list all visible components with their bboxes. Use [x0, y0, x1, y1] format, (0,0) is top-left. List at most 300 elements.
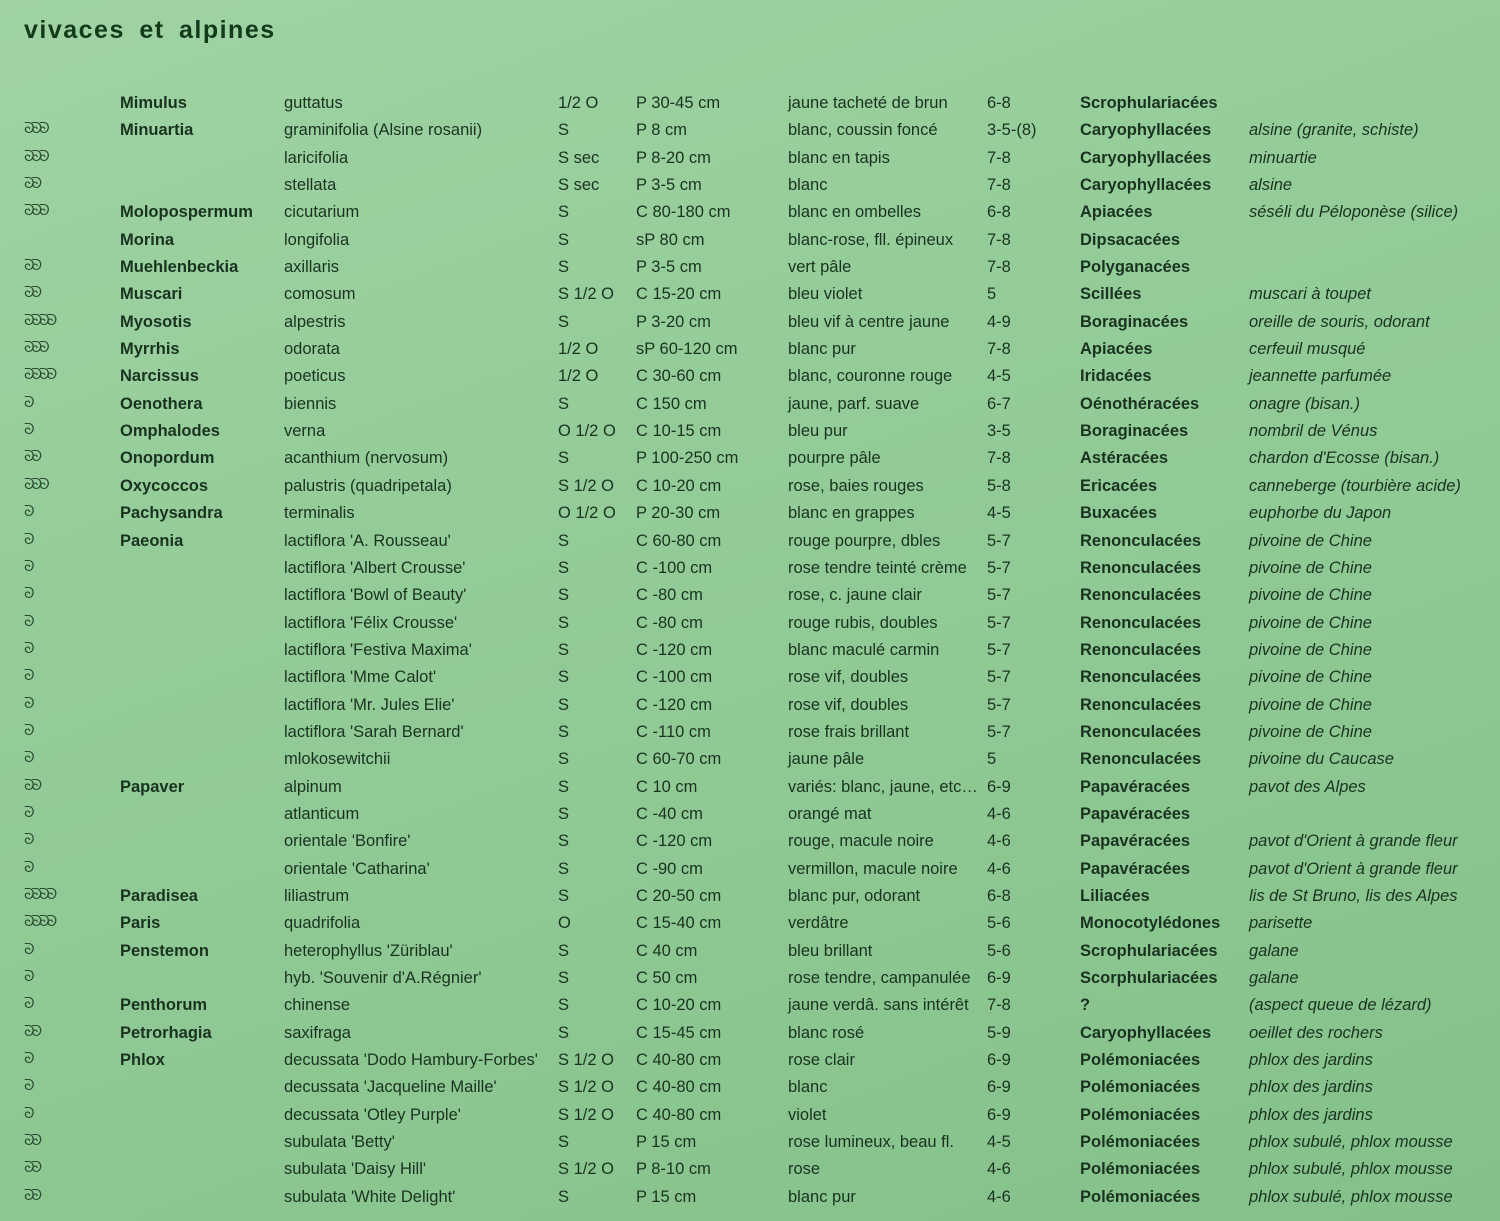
table-row	[0, 172, 1500, 199]
family-cell: Polyganacées	[1080, 258, 1191, 277]
flowering-months-cell: 6-9	[987, 1078, 1011, 1097]
genus-cell: Phlox	[120, 1051, 165, 1070]
common-name-cell: jeannette parfumée	[1249, 367, 1392, 386]
description-cell: rouge, macule noire	[788, 832, 934, 851]
common-name-cell: parisette	[1249, 914, 1313, 933]
rating-icons: ᘐᘐ	[24, 284, 40, 302]
genus-cell: Molopospermum	[120, 203, 253, 222]
genus-cell: Muehlenbeckia	[120, 258, 239, 277]
description-cell: bleu violet	[788, 285, 863, 304]
height-cell: C 15-40 cm	[636, 914, 722, 933]
table-row	[0, 363, 1500, 390]
description-cell: violet	[788, 1105, 827, 1124]
genus-cell: Omphalodes	[120, 422, 220, 441]
species-cell: graminifolia (Alsine rosanii)	[284, 121, 483, 140]
family-cell: Polémoniacées	[1080, 1160, 1201, 1179]
family-cell: Boraginacées	[1080, 422, 1189, 441]
species-cell: alpinum	[284, 777, 342, 796]
height-cell: C 20-50 cm	[636, 886, 722, 905]
flowering-months-cell: 5-7	[987, 640, 1011, 659]
species-cell: laricifolia	[284, 148, 349, 167]
family-cell: Caryophyllacées	[1080, 148, 1212, 167]
exposure-cell: 1/2 O	[558, 367, 599, 386]
genus-cell: Mimulus	[120, 94, 187, 112]
common-name-cell: pavot d'Orient à grande fleur	[1249, 859, 1458, 878]
exposure-cell: S	[558, 996, 570, 1015]
common-name-cell: pavot des Alpes	[1249, 777, 1366, 796]
description-cell: blanc en grappes	[788, 504, 915, 523]
height-cell: C 10-15 cm	[636, 422, 722, 441]
height-cell: P 8 cm	[636, 121, 688, 140]
rating-icons: ᘐᘐᘐᘐ	[24, 311, 55, 329]
family-cell: Scillées	[1080, 285, 1142, 304]
height-cell: C 40 cm	[636, 941, 698, 960]
common-name-cell: galane	[1249, 941, 1299, 960]
table-row	[0, 500, 1500, 527]
exposure-cell: S	[558, 859, 570, 878]
table-row	[0, 117, 1500, 144]
rating-icons: ᘐ	[24, 1077, 32, 1095]
description-cell: blanc-rose, fll. épineux	[788, 230, 954, 249]
family-cell: Oénothéracées	[1080, 394, 1200, 413]
height-cell: C -110 cm	[636, 722, 711, 741]
rating-icons: ᘐᘐ	[24, 1159, 40, 1177]
exposure-cell: S 1/2 O	[558, 1051, 614, 1070]
exposure-cell: S 1/2 O	[558, 1105, 614, 1124]
exposure-cell: S 1/2 O	[558, 1078, 614, 1097]
genus-cell: Oxycoccos	[120, 476, 209, 495]
exposure-cell: S	[558, 777, 570, 796]
genus-cell: Paeonia	[120, 531, 184, 550]
description-cell: blanc	[788, 176, 828, 195]
table-row	[0, 910, 1500, 937]
exposure-cell: S	[558, 640, 570, 659]
flowering-months-cell: 6-7	[987, 394, 1011, 413]
species-cell: comosum	[284, 285, 356, 304]
species-cell: quadrifolia	[284, 914, 361, 933]
height-cell: C -40 cm	[636, 804, 703, 823]
species-cell: lactiflora 'Bowl of Beauty'	[284, 586, 467, 605]
height-cell: C 10-20 cm	[636, 996, 722, 1015]
common-name-cell: pivoine de Chine	[1249, 695, 1372, 714]
flowering-months-cell: 3-5-(8)	[987, 121, 1037, 140]
exposure-cell: S	[558, 230, 570, 249]
rating-icons: ᘐ	[24, 530, 32, 548]
table-row	[0, 528, 1500, 555]
flowering-months-cell: 7-8	[987, 996, 1011, 1015]
species-cell: terminalis	[284, 504, 355, 523]
flowering-months-cell: 4-5	[987, 1133, 1011, 1152]
description-cell: rose vif, doubles	[788, 695, 909, 714]
flowering-months-cell: 5	[987, 285, 997, 304]
description-cell: blanc maculé carmin	[788, 640, 940, 659]
common-name-cell: minuartie	[1249, 148, 1317, 167]
table-row	[0, 391, 1500, 418]
exposure-cell: O	[558, 914, 571, 933]
description-cell: variés: blanc, jaune, etc…	[788, 777, 978, 796]
species-cell: verna	[284, 422, 326, 441]
height-cell: C 80-180 cm	[636, 203, 731, 222]
rating-icons: ᘐ	[24, 968, 32, 985]
rating-icons: ᘐᘐ	[24, 448, 40, 466]
exposure-cell: S 1/2 O	[558, 1160, 614, 1179]
family-cell: Renonculacées	[1080, 558, 1202, 577]
exposure-cell: S	[558, 558, 570, 577]
species-cell: lactiflora 'Sarah Bernard'	[284, 722, 464, 741]
genus-cell: Onopordum	[120, 449, 215, 468]
family-cell: Renonculacées	[1080, 695, 1202, 714]
exposure-cell: S	[558, 121, 570, 140]
family-cell: Renonculacées	[1080, 531, 1202, 550]
common-name-cell: phlox subulé, phlox mousse	[1249, 1133, 1453, 1152]
exposure-cell: S	[558, 531, 570, 550]
common-name-cell: galane	[1249, 969, 1299, 987]
rating-icons: ᘐ	[24, 503, 32, 521]
description-cell: rouge rubis, doubles	[788, 613, 938, 632]
flowering-months-cell: 4-6	[987, 859, 1011, 878]
common-name-cell: phlox subulé, phlox mousse	[1249, 1187, 1453, 1206]
common-name-cell: pavot d'Orient à grande fleur	[1249, 832, 1458, 851]
species-cell: lactiflora 'Mme Calot'	[284, 668, 437, 687]
rating-icons: ᘐ	[24, 667, 32, 685]
rating-icons: ᘐᘐ	[24, 257, 40, 275]
rating-icons: ᘐᘐᘐᘐ	[24, 913, 55, 931]
family-cell: Boraginacées	[1080, 312, 1189, 331]
species-cell: subulata 'Daisy Hill'	[284, 1160, 427, 1179]
table-row	[0, 199, 1500, 226]
height-cell: P 3-20 cm	[636, 312, 711, 331]
rating-icons: ᘐ	[24, 694, 32, 712]
flowering-months-cell: 7-8	[987, 148, 1011, 167]
height-cell: C 15-45 cm	[636, 1023, 722, 1042]
genus-cell: Oenothera	[120, 394, 203, 413]
family-cell: Caryophyllacées	[1080, 176, 1212, 195]
table-row	[0, 610, 1500, 637]
exposure-cell: S	[558, 969, 570, 987]
genus-cell: Morina	[120, 230, 175, 249]
family-cell: Scorphulariacées	[1080, 969, 1218, 987]
flowering-months-cell: 4-5	[987, 504, 1011, 523]
species-cell: chinense	[284, 996, 351, 1015]
common-name-cell: alsine (granite, schiste)	[1249, 121, 1419, 140]
height-cell: C -100 cm	[636, 668, 713, 687]
exposure-cell: S	[558, 586, 570, 605]
species-cell: stellata	[284, 176, 337, 195]
common-name-cell: pivoine de Chine	[1249, 668, 1372, 687]
species-cell: liliastrum	[284, 886, 350, 905]
description-cell: blanc pur, odorant	[788, 886, 921, 905]
exposure-cell: S sec	[558, 176, 600, 195]
common-name-cell: chardon d'Ecosse (bisan.)	[1249, 449, 1440, 468]
common-name-cell: phlox subulé, phlox mousse	[1249, 1160, 1453, 1179]
table-row	[0, 746, 1500, 773]
common-name-cell: phlox des jardins	[1249, 1078, 1373, 1097]
family-cell: Iridacées	[1080, 367, 1152, 386]
species-cell: heterophyllus 'Züriblau'	[284, 941, 453, 960]
common-name-cell: onagre (bisan.)	[1249, 394, 1360, 413]
flowering-months-cell: 5-7	[987, 613, 1011, 632]
species-cell: axillaris	[284, 258, 340, 277]
height-cell: C -120 cm	[636, 832, 713, 851]
table-row	[0, 555, 1500, 582]
rating-icons: ᘐ	[24, 393, 32, 411]
species-cell: guttatus	[284, 94, 343, 112]
exposure-cell: O 1/2 O	[558, 422, 616, 441]
height-cell: P 3-5 cm	[636, 176, 702, 195]
rating-icons: ᘐᘐᘐᘐ	[24, 885, 55, 903]
description-cell: jaune pâle	[788, 750, 865, 769]
table-row	[0, 692, 1500, 719]
common-name-cell: canneberge (tourbière acide)	[1249, 476, 1461, 495]
rating-icons: ᘐ	[24, 749, 32, 767]
family-cell: Renonculacées	[1080, 586, 1202, 605]
common-name-cell: lis de St Bruno, lis des Alpes	[1249, 886, 1458, 905]
species-cell: mlokosewitchii	[284, 750, 391, 769]
height-cell: C 150 cm	[636, 394, 707, 413]
genus-cell: Penstemon	[120, 941, 209, 960]
exposure-cell: S	[558, 394, 570, 413]
flowering-months-cell: 5-7	[987, 531, 1011, 550]
family-cell: Scrophulariacées	[1080, 94, 1218, 112]
species-cell: lactiflora 'Mr. Jules Elie'	[284, 695, 455, 714]
height-cell: C 10 cm	[636, 777, 698, 796]
flowering-months-cell: 5-7	[987, 668, 1011, 687]
height-cell: C 60-80 cm	[636, 531, 722, 550]
exposure-cell: S	[558, 449, 570, 468]
description-cell: rose, c. jaune clair	[788, 586, 922, 605]
genus-cell: Paris	[120, 914, 161, 933]
description-cell: rose	[788, 1160, 821, 1179]
rating-icons: ᘐ	[24, 803, 32, 821]
height-cell: C -80 cm	[636, 586, 703, 605]
description-cell: vert pâle	[788, 258, 852, 277]
table-row	[0, 309, 1500, 336]
flowering-months-cell: 6-9	[987, 1051, 1011, 1070]
description-cell: blanc en tapis	[788, 148, 890, 167]
species-cell: poeticus	[284, 367, 346, 386]
flowering-months-cell: 4-9	[987, 312, 1011, 331]
exposure-cell: S	[558, 1133, 570, 1152]
flowering-months-cell: 7-8	[987, 230, 1011, 249]
table-row	[0, 281, 1500, 308]
table-row	[0, 637, 1500, 664]
species-cell: alpestris	[284, 312, 346, 331]
family-cell: Scrophulariacées	[1080, 941, 1218, 960]
common-name-cell: pivoine du Caucase	[1249, 750, 1394, 769]
height-cell: P 15 cm	[636, 1187, 697, 1206]
height-cell: C 50 cm	[636, 969, 698, 987]
rating-icons: ᘐ	[24, 831, 32, 849]
table-row	[0, 664, 1500, 691]
rating-icons: ᘐᘐ	[24, 776, 40, 794]
family-cell: Apiacées	[1080, 203, 1153, 222]
family-cell: Polémoniacées	[1080, 1133, 1201, 1152]
common-name-cell: oreille de souris, odorant	[1249, 312, 1430, 331]
exposure-cell: 1/2 O	[558, 340, 599, 359]
description-cell: bleu pur	[788, 422, 848, 441]
flowering-months-cell: 6-8	[987, 886, 1011, 905]
height-cell: P 8-10 cm	[636, 1160, 711, 1179]
species-cell: palustris (quadripetala)	[284, 476, 452, 495]
description-cell: blanc, coussin foncé	[788, 121, 938, 140]
rating-icons: ᘐᘐᘐ	[24, 120, 47, 138]
flowering-months-cell: 6-8	[987, 203, 1011, 222]
genus-cell: Narcissus	[120, 367, 199, 386]
species-cell: lactiflora 'Félix Crousse'	[284, 613, 458, 632]
table-row	[0, 418, 1500, 445]
family-cell: Apiacées	[1080, 340, 1153, 359]
description-cell: bleu vif à centre jaune	[788, 312, 950, 331]
flowering-months-cell: 7-8	[987, 340, 1011, 359]
description-cell: blanc en ombelles	[788, 203, 921, 222]
rating-icons: ᘐᘐᘐ	[24, 475, 47, 493]
table-row	[0, 856, 1500, 883]
flowering-months-cell: 5	[987, 750, 997, 769]
family-cell: Monocotylédones	[1080, 914, 1221, 933]
common-name-cell: alsine	[1249, 176, 1293, 195]
rating-icons: ᘐᘐ	[24, 1132, 40, 1150]
flowering-months-cell: 5-7	[987, 722, 1011, 741]
height-cell: C -80 cm	[636, 613, 703, 632]
family-cell: Renonculacées	[1080, 668, 1202, 687]
height-cell: C 40-80 cm	[636, 1078, 722, 1097]
flowering-months-cell: 4-6	[987, 832, 1011, 851]
height-cell: C 60-70 cm	[636, 750, 722, 769]
family-cell: ?	[1080, 996, 1091, 1015]
height-cell: C 10-20 cm	[636, 476, 722, 495]
species-cell: cicutarium	[284, 203, 360, 222]
species-cell: orientale 'Bonfire'	[284, 832, 411, 851]
rating-icons: ᘐ	[24, 421, 32, 439]
exposure-cell: S 1/2 O	[558, 476, 614, 495]
rating-icons: ᘐ	[24, 612, 32, 630]
rating-icons: ᘐᘐᘐ	[24, 147, 47, 165]
species-cell: orientale 'Catharina'	[284, 859, 430, 878]
exposure-cell: S	[558, 832, 570, 851]
exposure-cell: S	[558, 258, 570, 277]
description-cell: rose frais brillant	[788, 722, 910, 741]
rating-icons: ᘐ	[24, 585, 32, 603]
family-cell: Liliacées	[1080, 886, 1150, 905]
species-cell: decussata 'Dodo Hambury-Forbes'	[284, 1051, 538, 1070]
description-cell: blanc rosé	[788, 1023, 865, 1042]
common-name-cell: pivoine de Chine	[1249, 640, 1372, 659]
flowering-months-cell: 4-5	[987, 367, 1011, 386]
flowering-months-cell: 3-5	[987, 422, 1011, 441]
exposure-cell: S 1/2 O	[558, 285, 614, 304]
flowering-months-cell: 5-6	[987, 914, 1011, 933]
species-cell: lactiflora 'A. Rousseau'	[284, 531, 451, 550]
table-row	[0, 1129, 1500, 1156]
height-cell: C 15-20 cm	[636, 285, 722, 304]
exposure-cell: O 1/2 O	[558, 504, 616, 523]
height-cell: C 40-80 cm	[636, 1105, 722, 1124]
flowering-months-cell: 6-9	[987, 1105, 1011, 1124]
flowering-months-cell: 4-6	[987, 1160, 1011, 1179]
rating-icons: ᘐ	[24, 858, 32, 876]
common-name-cell: nombril de Vénus	[1249, 422, 1378, 441]
height-cell: C -120 cm	[636, 640, 713, 659]
table-row	[0, 90, 1500, 117]
table-row	[0, 1184, 1500, 1211]
common-name-cell: pivoine de Chine	[1249, 586, 1372, 605]
exposure-cell: S	[558, 668, 570, 687]
description-cell: rose, baies rouges	[788, 476, 924, 495]
species-cell: subulata 'Betty'	[284, 1133, 395, 1152]
table-row	[0, 336, 1500, 363]
table-row	[0, 719, 1500, 746]
height-cell: P 15 cm	[636, 1133, 697, 1152]
genus-cell: Penthorum	[120, 996, 208, 1015]
genus-cell: Papaver	[120, 777, 185, 796]
species-cell: biennis	[284, 394, 337, 413]
flowering-months-cell: 5-8	[987, 476, 1011, 495]
flowering-months-cell: 6-9	[987, 969, 1011, 987]
height-cell: P 20-30 cm	[636, 504, 721, 523]
species-cell: atlanticum	[284, 804, 360, 823]
rating-icons: ᘐ	[24, 557, 32, 575]
family-cell: Astéracées	[1080, 449, 1169, 468]
description-cell: rose lumineux, beau fl.	[788, 1133, 955, 1152]
common-name-cell: oeillet des rochers	[1249, 1023, 1383, 1042]
exposure-cell: S	[558, 722, 570, 741]
flowering-months-cell: 7-8	[987, 176, 1011, 195]
exposure-cell: S	[558, 1023, 570, 1042]
description-cell: blanc pur	[788, 340, 856, 359]
exposure-cell: S sec	[558, 148, 600, 167]
exposure-cell: S	[558, 750, 570, 769]
flowering-months-cell: 7-8	[987, 258, 1011, 277]
description-cell: blanc pur	[788, 1187, 856, 1206]
rating-icons: ᘐᘐ	[24, 1022, 40, 1040]
flowering-months-cell: 6-8	[987, 94, 1011, 112]
common-name-cell: pivoine de Chine	[1249, 613, 1372, 632]
table-row	[0, 1074, 1500, 1101]
rating-icons: ᘐ	[24, 995, 32, 1013]
common-name-cell: euphorbe du Japon	[1249, 504, 1392, 523]
height-cell: C -100 cm	[636, 558, 713, 577]
flowering-months-cell: 6-9	[987, 777, 1011, 796]
family-cell: Renonculacées	[1080, 722, 1202, 741]
height-cell: P 30-45 cm	[636, 94, 721, 112]
rating-icons: ᘐ	[24, 1050, 32, 1068]
exposure-cell: S	[558, 695, 570, 714]
table-row	[0, 473, 1500, 500]
rating-icons: ᘐᘐᘐ	[24, 339, 47, 357]
flowering-months-cell: 5-7	[987, 558, 1011, 577]
description-cell: rose vif, doubles	[788, 668, 909, 687]
exposure-cell: S	[558, 312, 570, 331]
rating-icons: ᘐᘐᘐ	[24, 202, 47, 220]
table-row	[0, 965, 1500, 992]
rating-icons: ᘐᘐ	[24, 175, 40, 193]
genus-cell: Minuartia	[120, 121, 194, 140]
height-cell: C 40-80 cm	[636, 1051, 722, 1070]
common-name-cell: (aspect queue de lézard)	[1249, 996, 1432, 1015]
species-cell: acanthium (nervosum)	[284, 449, 449, 468]
height-cell: C -120 cm	[636, 695, 713, 714]
plant-table	[0, 90, 1500, 1211]
genus-cell: Paradisea	[120, 886, 198, 905]
flowering-months-cell: 7-8	[987, 449, 1011, 468]
species-cell: decussata 'Otley Purple'	[284, 1105, 461, 1124]
description-cell: verdâtre	[788, 914, 849, 933]
species-cell: odorata	[284, 340, 340, 359]
table-row	[0, 938, 1500, 965]
species-cell: longifolia	[284, 230, 350, 249]
family-cell: Renonculacées	[1080, 640, 1202, 659]
description-cell: rose tendre teinté crème	[788, 558, 967, 577]
